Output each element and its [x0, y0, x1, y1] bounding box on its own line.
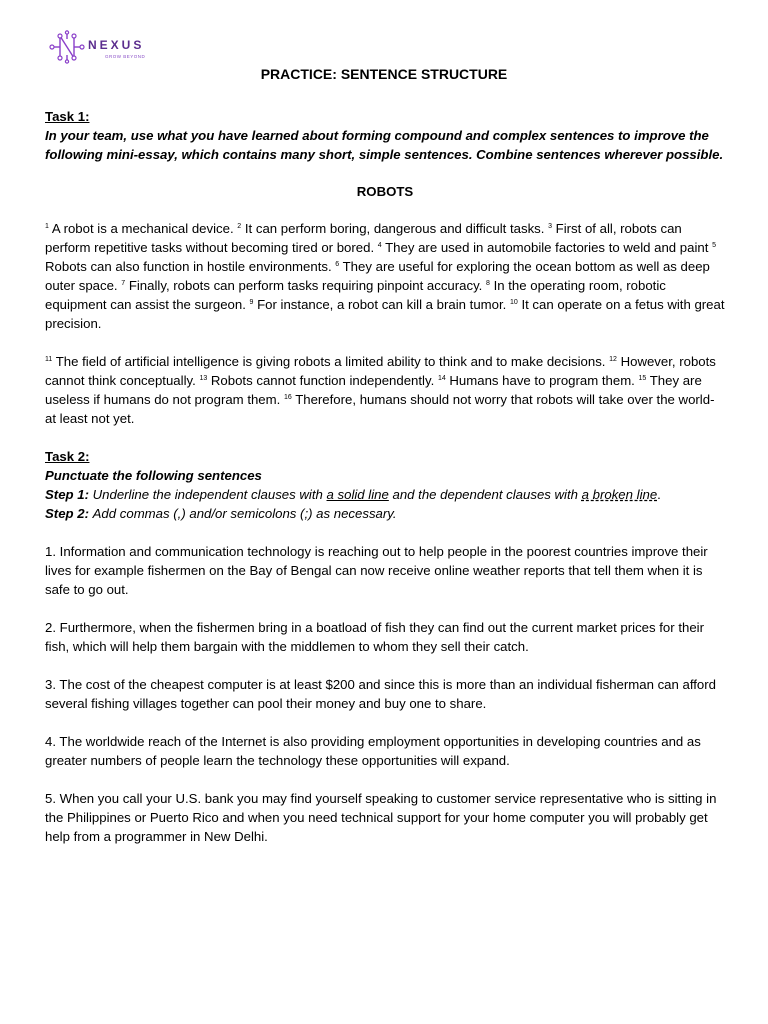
sentence-number: 16 — [283, 394, 292, 401]
sentence-number: 7 — [121, 280, 126, 287]
essay-sentence: Robots can also function in hostile environments. — [45, 259, 336, 274]
essay-sentence: In the operating room, robotic equipment can assist the surgeon. — [45, 278, 666, 312]
essay-sentence: Finally, robots can perform tasks requiring pinpoint accuracy. — [125, 278, 487, 293]
sentence-number: 9 — [249, 299, 254, 306]
step2-line — [45, 504, 725, 523]
sentence-number: 11 — [45, 356, 53, 363]
sentence-number: 10 — [509, 299, 518, 306]
practice-sentence-2: 2. Furthermore, when the fishermen bring in a boatload of fish they can find out the current market prices for their fish, which will help them bargain with the middlemen to whom they sell their catch. — [45, 620, 704, 654]
step2-label: Step 2: — [45, 506, 89, 521]
essay-sentence: First of all, robots can perform repetitive tasks without becoming tired or bored. — [45, 221, 682, 255]
step1-text-c: . — [657, 487, 661, 502]
essay-sentence: However, robots cannot think conceptually. — [45, 354, 716, 388]
essay-paragraph-1 — [45, 219, 725, 333]
essay-sentence: Robots cannot function independently. — [207, 373, 438, 388]
sentence-number: 2 — [237, 223, 242, 230]
step1-line — [45, 485, 725, 504]
task2-heading: Task 2: — [45, 449, 90, 464]
page-title: PRACTICE: SENTENCE STRUCTURE — [260, 66, 508, 82]
document-body — [45, 107, 725, 865]
essay-sentence: A robot is a mechanical device. — [48, 221, 238, 236]
step1-text-a: Underline the independent clauses with — [92, 487, 327, 502]
sentence-number: 1 — [45, 223, 49, 230]
step1-text-b: and the dependent clauses with — [388, 487, 582, 502]
sentence-number: 3 — [548, 223, 553, 230]
practice-sentence-3: 3. The cost of the cheapest computer is at least $200 and since this is more than an individual fisherman can afford several fishing villages together can pool their money and buy one to share. — [45, 677, 716, 711]
essay-sentence: Humans have to program them. — [445, 373, 639, 388]
sentence-number: 13 — [199, 375, 208, 382]
task1-instruction: In your team, use what you have learned about forming compound and complex sentences to improve the following mini-essay, which contains many short, simple sentences. Combine sentences wherever possible. — [45, 128, 724, 162]
nexus-network-icon — [48, 30, 86, 64]
essay-sentence: It can operate on a fetus with great precision. — [45, 297, 725, 331]
essay-title: ROBOTS — [356, 184, 414, 199]
sentence-number: 6 — [335, 261, 340, 268]
essay-sentence: Therefore, humans should not worry that robots will take over the world-at least not yet. — [45, 392, 715, 426]
task2-instruction: Punctuate the following sentences — [45, 468, 262, 483]
solid-line-example: a solid line — [326, 487, 389, 502]
sentence-number: 5 — [712, 242, 716, 249]
step2-text: Add commas (,) and/or semicolons (;) as necessary. — [92, 506, 397, 521]
logo-wordmark: NEXUS — [88, 38, 145, 52]
practice-sentence-1: 1. Information and communication technology is reaching out to help people in the poorest countries improve their lives for example fishermen on the Bay of Bengal can now receive online weather reports that tell them when it is safe to go out. — [45, 544, 708, 597]
step1-label: Step 1: — [45, 487, 89, 502]
practice-sentence-4: 4. The worldwide reach of the Internet is also providing employment opportunities in developing countries and as greater numbers of people learn the technology these opportunities will expand. — [45, 734, 701, 768]
essay-sentence: It can perform boring, dangerous and difficult tasks. — [241, 221, 549, 236]
essay-sentence: They are useless if humans do not program them. — [45, 373, 702, 407]
essay-sentence: For instance, a robot can kill a brain tumor. — [253, 297, 510, 312]
sentence-number: 4 — [377, 242, 382, 249]
essay-sentence: The field of artificial intelligence is giving robots a limited ability to think and to make decisions. — [52, 354, 610, 369]
essay-sentence: They are useful for exploring the ocean bottom as well as deep outer space. — [45, 259, 710, 293]
sentence-number: 15 — [638, 375, 647, 382]
nexus-logo — [48, 30, 178, 64]
sentence-number: 14 — [437, 375, 446, 382]
essay-sentence: They are used in automobile factories to weld and paint — [381, 240, 713, 255]
sentence-number: 12 — [609, 356, 617, 363]
practice-sentence-5: 5. When you call your U.S. bank you may find yourself speaking to customer service representative who is sitting in the Philippines or Puerto Rico and when you need technical support for your home computer you will probably get help from a programmer in New Delhi. — [45, 791, 717, 844]
sentence-number: 8 — [486, 280, 490, 287]
task1-heading: Task 1: — [45, 109, 90, 124]
essay-paragraph-2 — [45, 352, 725, 428]
broken-line-example: a broken line — [581, 487, 658, 502]
logo-tagline: GROW BEYOND — [105, 54, 146, 59]
